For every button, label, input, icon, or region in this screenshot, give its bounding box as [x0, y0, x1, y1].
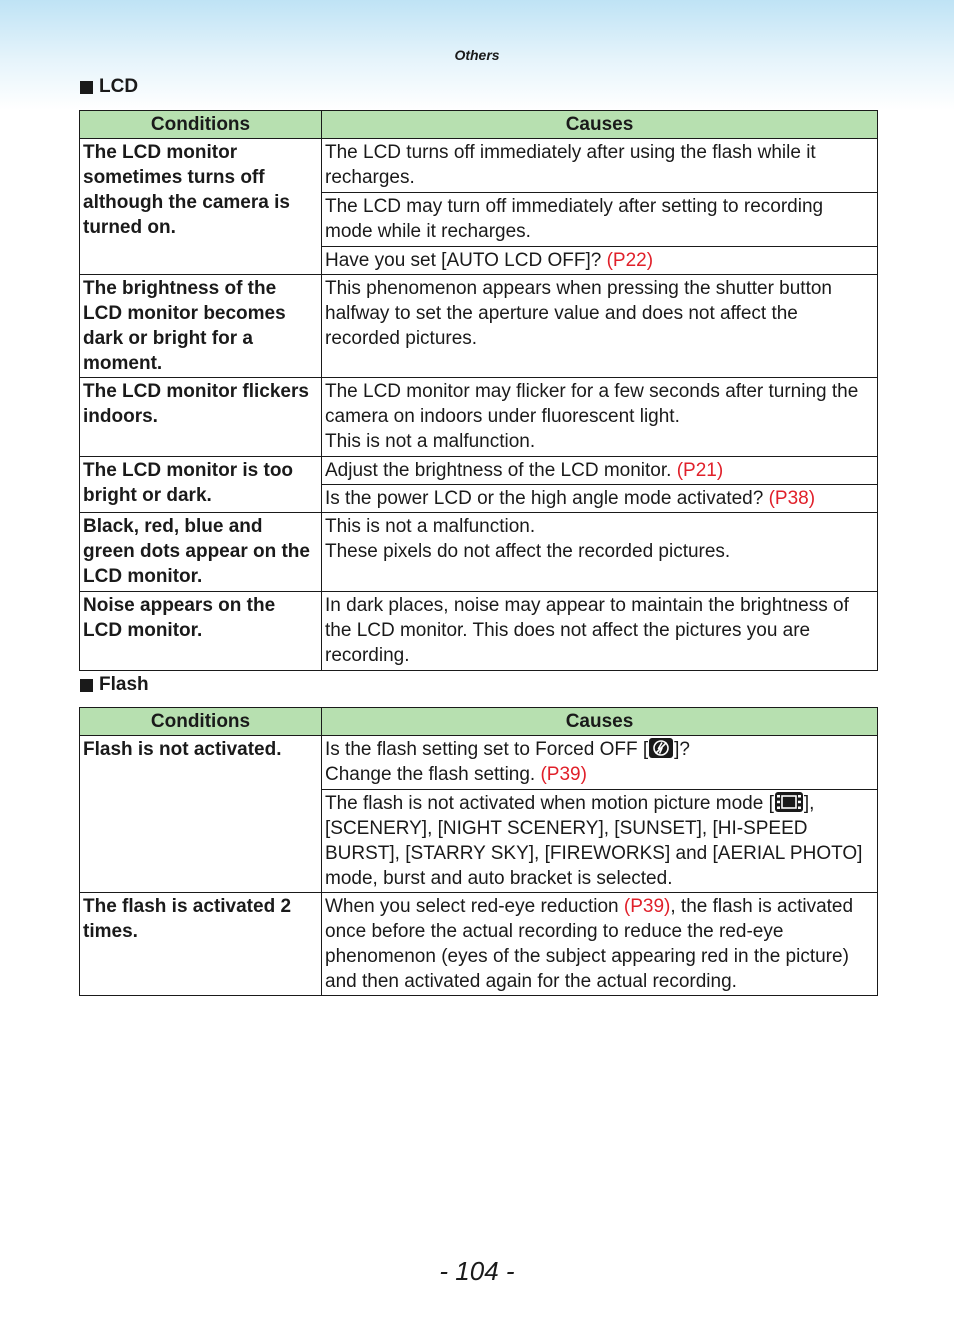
cause-cell: [322, 457, 878, 485]
cause-line: [325, 762, 873, 787]
motion-picture-icon: [775, 792, 803, 812]
cause-text: Is the flash setting set to Forced OFF [: [325, 739, 649, 760]
page-reference: (P22): [606, 250, 654, 271]
cause-text: Is the power LCD or the high angle mode activated?: [325, 488, 769, 509]
causes-header: Causes: [322, 708, 878, 736]
table-row: [80, 736, 878, 790]
cause-text: This is not a malfunction.: [325, 516, 536, 537]
conditions-header: Conditions: [80, 708, 322, 736]
square-bullet-icon: [80, 81, 93, 94]
table-header-row: [80, 708, 878, 736]
condition-cell: The LCD monitor is too bright or dark.: [80, 457, 322, 513]
cause-text: Adjust the brightness of the LCD monitor.: [325, 460, 677, 481]
flash-off-icon: [649, 738, 673, 758]
table-row: [80, 592, 878, 671]
causes-header: Causes: [322, 111, 878, 139]
lcd-heading-label: LCD: [99, 76, 139, 97]
table-header-row: [80, 111, 878, 139]
condition-cell: Noise appears on the LCD monitor.: [80, 592, 322, 671]
cause-cell: [322, 513, 878, 592]
cause-text: In dark places, noise may appear to maintain the brightness of the LCD monitor. This does not affect the pictures you are recording.: [325, 595, 849, 666]
conditions-header: Conditions: [80, 111, 322, 139]
cause-text: These pixels do not affect the recorded pictures.: [325, 541, 731, 562]
table-row: [80, 275, 878, 378]
page-reference: (P39): [540, 764, 587, 785]
cause-cell: [322, 736, 878, 790]
condition-cell: The LCD monitor sometimes turns off although the camera is turned on.: [80, 139, 322, 275]
table-row: [80, 893, 878, 996]
cause-cell: [322, 378, 878, 457]
cause-text: This is not a malfunction.: [325, 431, 536, 452]
page-reference: (P39): [623, 896, 671, 917]
cause-text: ], [SCENERY], [NIGHT SCENERY], [SUNSET], [HI-SPEED BURST], [STARRY SKY], [FIREWORKS] and [AERIAL PHOTO] mode, burst and auto bracket is selected.: [325, 793, 863, 889]
cause-cell: [322, 790, 878, 893]
cause-cell: [322, 275, 878, 378]
cause-text: The LCD monitor may flicker for a few seconds after turning the camera on indoors under fluorescent light.: [325, 381, 859, 427]
lcd-heading: [80, 76, 138, 98]
condition-cell: The flash is activated 2 times.: [80, 893, 322, 996]
cause-cell: [322, 893, 878, 996]
cause-text: The LCD turns off immediately after using the flash while it recharges.: [325, 142, 816, 188]
cause-cell: [322, 247, 878, 275]
square-bullet-icon: [80, 679, 93, 692]
cause-text: This phenomenon appears when pressing the shutter button halfway to set the aperture value and does not affect the recorded pictures.: [325, 278, 832, 349]
flash-heading-label: Flash: [99, 674, 149, 695]
cause-cell: [322, 592, 878, 671]
cause-text: Have you set [AUTO LCD OFF]?: [325, 250, 607, 271]
flash-table: [79, 707, 878, 996]
cause-text: ]?: [674, 739, 690, 760]
cause-cell: [322, 193, 878, 247]
table-row: [80, 139, 878, 193]
page-reference: (P38): [768, 488, 816, 509]
flash-heading: [80, 674, 149, 696]
cause-text: The LCD may turn off immediately after setting to recording mode while it recharges.: [325, 196, 824, 242]
table-row: [80, 378, 878, 457]
condition-cell: The brightness of the LCD monitor becomes dark or bright for a moment.: [80, 275, 322, 378]
page-reference: (P21): [676, 460, 724, 481]
cause-line: [325, 737, 873, 762]
lcd-table: [79, 110, 878, 671]
section-label: Others: [454, 47, 500, 63]
cause-text: The flash is not activated when motion picture mode [: [325, 793, 774, 814]
cause-text: Change the flash setting.: [325, 764, 541, 785]
cause-text: When you select red-eye reduction: [325, 896, 624, 917]
condition-cell: The LCD monitor flickers indoors.: [80, 378, 322, 457]
condition-cell: Flash is not activated.: [80, 736, 322, 893]
cause-text: , the flash is activated once before the actual recording to reduce the red-eye phenomenon (eyes of the subject appearing red in the picture) and then activated again for the actual recording.: [325, 896, 854, 992]
table-row: [80, 513, 878, 592]
cause-cell: [322, 485, 878, 513]
table-row: [80, 457, 878, 485]
cause-cell: [322, 139, 878, 193]
condition-cell: Black, red, blue and green dots appear on the LCD monitor.: [80, 513, 322, 592]
page-number: - 104 -: [439, 1256, 515, 1286]
